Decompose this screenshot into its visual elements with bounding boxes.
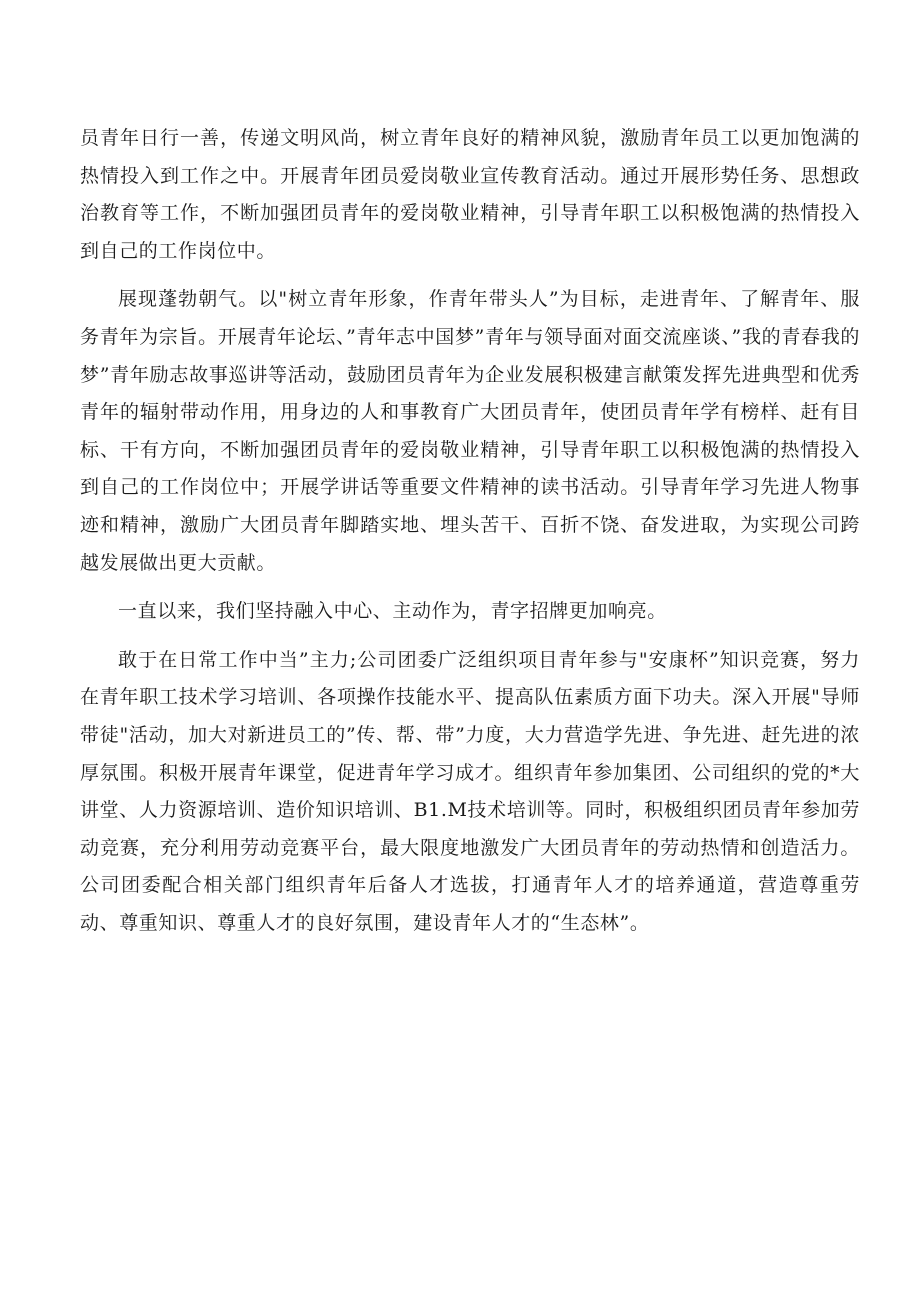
paragraph-summary: 一直以来，我们坚持融入中心、主动作为，青字招牌更加响亮。 <box>118 600 667 623</box>
paragraph-vigor: 展现蓬勃朝气。以"树立青年形象，作青年带头人”为目标，走进青年、了解青年、服务青年为宗旨。开展青年论坛、”青年志中国梦”青年与领导面对面交流座谈、”我的青春我的梦”青年励志故事巡讲等活动，鼓励团员青年为企业发展积极建言献策发挥先进典型和优秀青年的辐射带动作用，用身边的人和事教育广大团员青年，使团员青年学有榜样、赶有目标、干有方向，不断加强团员青年的爱岗敬业精神，引导青年职工以积极饱满的热情投入到自己的工作岗位中；开展学讲话等重要文件精神的读书活动。引导青年学习先进人物事迹和精神，激励广大团员青年脚踏实地、埋头苦干、百折不饶、奋发进取，为实现公司跨越发展做出更大贡献。 <box>80 288 860 574</box>
paragraph-continuation: 员青年日行一善，传递文明风尚，树立青年良好的精神风貌，激励青年员工以更加饱满的热情投入到工作之中。开展青年团员爱岗敬业宣传教育活动。通过开展形势任务、思想政治教育等工作，不断加强团员青年的爱岗敬业精神，引导青年职工以积极饱满的热情投入到自己的工作岗位中。 <box>80 127 860 262</box>
document-body <box>80 120 860 953</box>
paragraph-work: 敢于在日常工作中当”主力;公司团委广泛组织项目青年参与"安康杯”知识竞赛，努力在青年职工技术学习培训、各项操作技能水平、提高队伍素质方面下功夫。深入开展"导师带徒"活动，加大对新进员工的”传、帮、带”力度，大力营造学先进、争先进、赶先进的浓厚氛围。积极开展青年课堂，促进青年学习成才。组织青年参加集团、公司组织的党的*大讲堂、人力资源培训、造价知识培训、B1.M技术培训等。同时，积极组织团员青年参加劳动竞赛，充分利用劳动竞赛平台，最大限度地激发广大团员青年的劳动热情和创造活力。公司团委配合相关部门组织青年后备人才选拔，打通青年人才的培养通道，营造尊重劳动、尊重知识、尊重人才的良好氛围，建设青年人才的“生态林”。 <box>80 648 860 934</box>
